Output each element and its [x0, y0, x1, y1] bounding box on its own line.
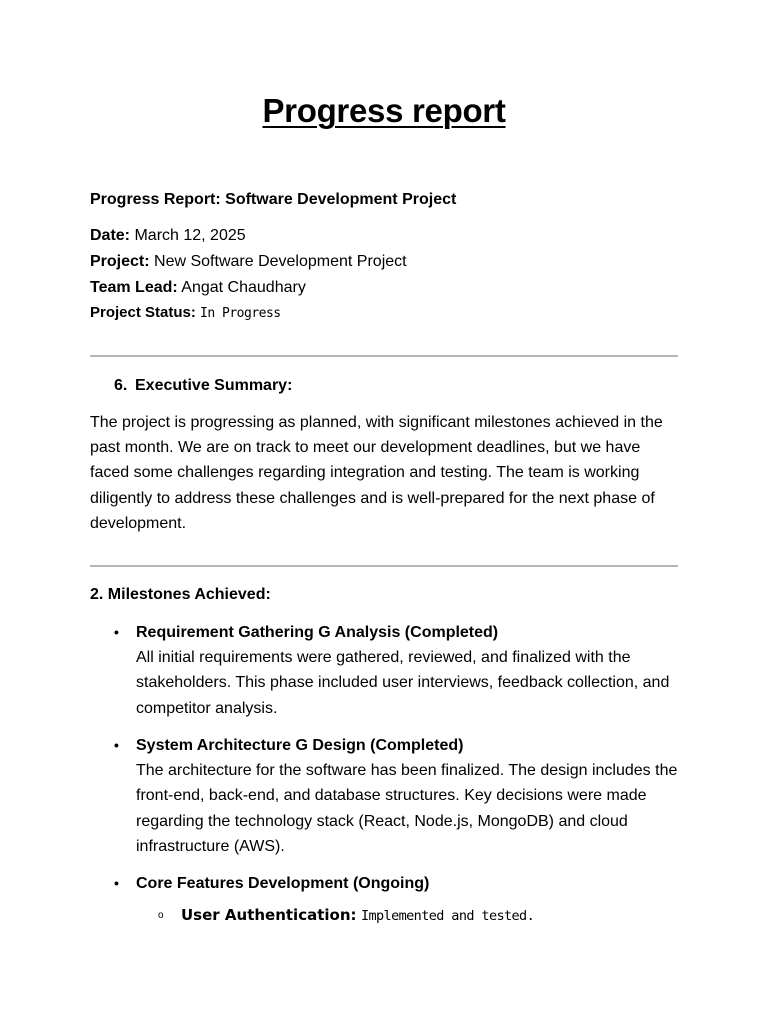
divider [90, 565, 678, 567]
milestone-title: Core Features Development (Ongoing) [136, 875, 430, 892]
milestone-item [114, 733, 681, 859]
executive-summary-text: The project is progressing as planned, with significant milestones achieved in the past month. We are on track to meet our development deadlines, but we have faced some challenges regarding integration and testing. The team is working diligently to address these challenges and is well-prepared for the next phase of development. [90, 414, 663, 532]
meta-date-value: March 12, 2025 [134, 227, 246, 244]
meta-project-status-value: In Progress [200, 306, 281, 321]
bullet-icon: • [114, 737, 119, 753]
section-number: 6. [114, 377, 128, 394]
meta-project-label: Project: [90, 253, 150, 270]
document-title: Progress report [262, 92, 506, 129]
subitem-value: Implemented and tested. [360, 908, 535, 924]
meta-date-label: Date: [90, 227, 131, 244]
meta-team-lead [90, 279, 306, 297]
subitem-label: User Authentication: [181, 906, 357, 924]
meta-team-lead-value: Angat Chaudhary [181, 279, 306, 296]
meta-team-lead-label: Team Lead: [90, 279, 178, 296]
meta-project-status [90, 304, 281, 321]
milestone-subitem [158, 906, 535, 925]
meta-project-status-label: Project Status: [90, 304, 196, 321]
bullet-icon: • [114, 875, 119, 891]
milestone-title: Requirement Gathering G Analysis (Completed) [136, 624, 499, 641]
meta-project [90, 253, 407, 271]
section-heading-text: Executive Summary: [135, 377, 293, 394]
meta-project-value: New Software Development Project [154, 253, 407, 270]
milestones-heading: 2. Milestones Achieved: [90, 586, 271, 603]
meta-date [90, 227, 246, 245]
circle-bullet-icon: o [158, 910, 164, 921]
milestone-item [114, 620, 681, 721]
milestone-title: System Architecture G Design (Completed) [136, 737, 464, 754]
milestone-description: The architecture for the software has been finalized. The design includes the front-end, back-end, and database structures. Key decisions were made regarding the technology stack (React, Node.js, MongoDB) and cloud infrastructure (AWS). [136, 762, 678, 855]
bullet-icon: • [114, 624, 119, 640]
divider [90, 355, 678, 357]
executive-summary-heading [114, 377, 292, 395]
milestone-description: All initial requirements were gathered, reviewed, and finalized with the stakeholders. This phase included user interviews, feedback collection, and competitor analysis. [136, 649, 670, 717]
milestone-item [114, 871, 681, 896]
report-subtitle: Progress Report: Software Development Project [90, 191, 457, 208]
